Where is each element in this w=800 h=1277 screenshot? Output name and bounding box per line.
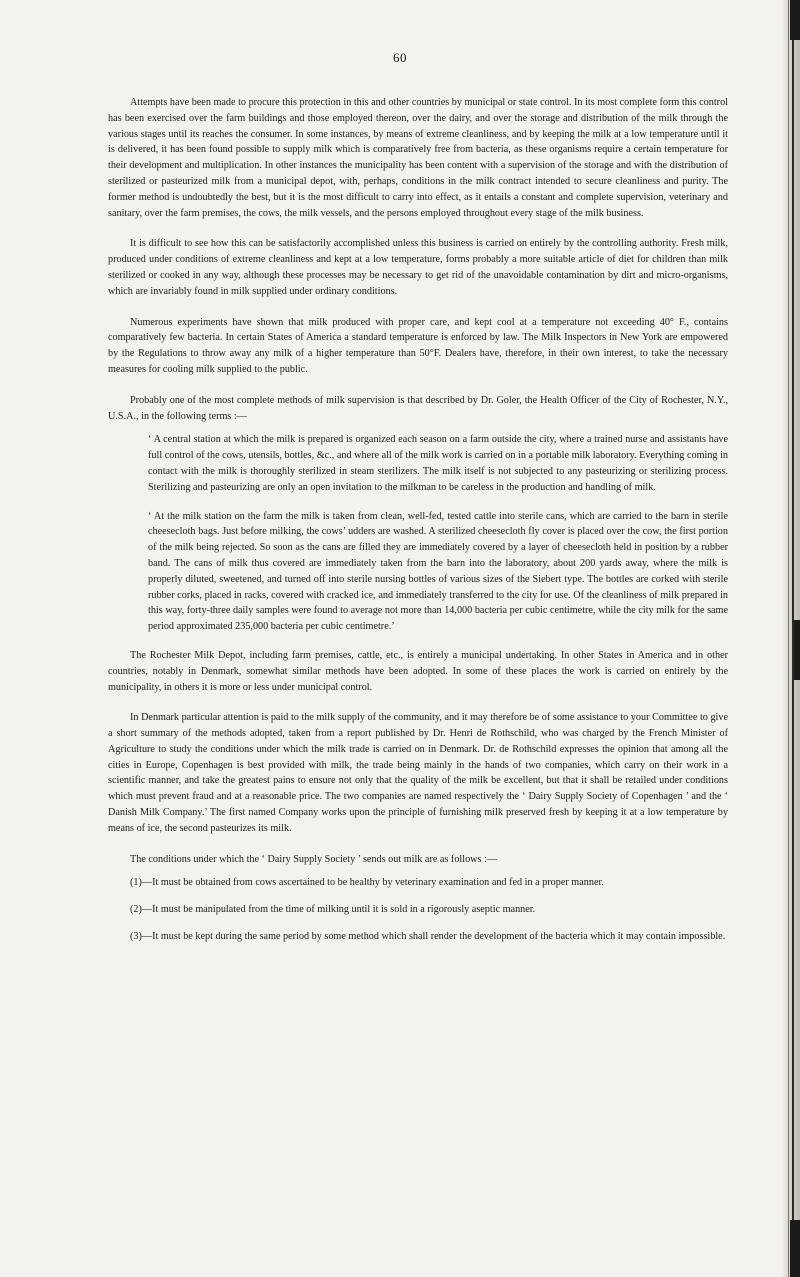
paragraph-rochester-depot: The Rochester Milk Depot, including farm premises, cattle, etc., is entirely a municipal undertaking. In other States in America and in other countries, notably in Denmark, somewhat similar methods have been adopted. In some of these places the work is carried on entirely by the municipality, in others it is more or less under municipal control. [108,649,728,693]
quote-milk-station: ‘ At the milk station on the farm the milk is taken from clean, well-fed, tested cattle into sterile cans, which are carried to the barn in sterile cheesecloth bags. Just before milking, the cows’ udders are washed. A sterilized cheesecloth fly cover is placed over the cow, the first portion of the milk being rejected. So soon as the cans are filled they are immediately covered by a layer of cheesecloth held in position by a rubber band. The cans of milk thus covered are immediately taken from the barn into the laboratory, about 200 yards away, where the milk is properly diluted, sweetened, and turned off into sterile nursing bottles of various sizes of the Siebert type. The bottles are corked with sterile rubber corks, placed in racks, covered with cracked ice, and immediately transferred to the city for use. Of the cleanliness of milk prepared in this way, forty-three daily samples were found to average not more than 14,000 bacteria per cubic centimetre, while the city milk for the same period approximated 235,000 bacteria per cubic centimetre.’ [148,510,728,633]
page-edge-line-inner [788,0,789,1277]
paragraph-denmark: In Denmark particular attention is paid to the milk supply of the community, and it may therefore be of some assistance to your Committee to give a short summary of the methods adopted, taken from a report published by Dr. Henri de Rothschild, who was charged by the French Minister of Agriculture to study the conditions under which the milk trade is carried on in Denmark. Dr. de Rothschild expresses the opinion that among all the cities in Europe, Copenhagen is best provided with milk, the trade being mainly in the hands of two companies, which carry on their work in a scientific manner, and take the greatest pains to ensure not only that the quality of the milk be excellent, but that it shall be retailed under conditions which must prevent fraud and at a reasonable price. The two companies are named respectively the ‘ Dairy Supply Society of Copenhagen ’ and the ‘ Danish Milk Company.’ The first named Company works upon the principle of furnishing milk preserved fresh by keeping it at a low temperature by means of ice, the second pasteurizes its milk. [108,712,728,834]
paragraph-protection: Attempts have been made to procure this protection in this and other countries by municipal or state control. In its most complete form this control has been exercised over the farm buildings and those employed thereon, over the dairy, and over the storage and distribution of the milk through the various stages until its reaches the consumer. In some instances, by means of extreme cleanliness, and by keeping the milk at a low temperature until it is delivered, it has been found possible to supply milk which is comparatively free from bacteria, as these organisms require a certain temperature for their development and multiplication. In other instances the municipality has been content with a supervision of the storage and with the distribution of sterilized or pasteurized milk from a municipal depot, with, perhaps, conditions in the milk contract intended to secure cleanliness and purity. The former method is undoubtedly the best, but it is the most difficult to carry into effect, as it entails a constant and complete supervision, veterinary and sanitary, over the farm premises, the cows, the milk vessels, and the persons employed throughout every stage of the milk business. [108,97,728,219]
page-edge-mark-bottom [790,1220,800,1277]
quote-central-station: ‘ A central station at which the milk is prepared is organized each season on a farm outside the city, where a trained nurse and assistants have full control of the cows, utensils, bottles, &c., and where all of the milk work is carried on in a portable milk laboratory. Everything coming in contact with the milk is thoroughly sterilized in steam sterilizers. The milk itself is not subjected to any pasteurizing or sterilizing process. Sterilizing and pasteurizing are only an open invitation to the milkman to be careless in the production and handling of milk. [148,434,728,493]
paragraph-conditions-intro: The conditions under which the ‘ Dairy Supply Society ’ sends out milk are as follows :— [130,853,498,865]
condition-item-3: (3)—It must be kept during the same period by some method which shall render the development of the bacteria which it may contain impossible. [130,931,726,943]
paragraph-rochester-intro: Probably one of the most complete methods of milk supervision is that described by Dr. Goler, the Health Officer of the City of Rochester, N.Y., U.S.A., in the following terms :— [108,394,728,422]
condition-item-2: (2)—It must be manipulated from the time of milking until it is sold in a rigorously aseptic manner. [130,904,536,916]
page-edge-mark-middle [794,620,800,680]
condition-item-1: (1)—It must be obtained from cows ascertained to be healthy by veterinary examination and fed in a proper manner. [130,877,604,889]
page-edge-mark-top [790,0,800,40]
paragraph-temperature: Numerous experiments have shown that milk produced with proper care, and kept cool at a temperature not exceeding 40° F., contains comparatively few bacteria. In certain States of America a standard temperature is enforced by law. The Milk Inspectors in New York are empowered by the Regulations to throw away any milk of a higher temperature than 50°F. Dealers have, therefore, in their own interest, to take the necessary measures for cooling milk supplied to the public. [108,316,728,375]
page-number: 60 [393,50,407,65]
paragraph-controlling-authority: It is difficult to see how this can be satisfactorily accomplished unless this business is carried on entirely by the controlling authority. Fresh milk, produced under conditions of extreme cleanliness and kept at a low temperature, forms probably a more suitable article of diet for children than milk sterilized or cooked in any way, although these processes may be necessary to get rid of the unavoidable contamination by dirt and micro-organisms, which are invariably found in milk supplied under ordinary conditions. [108,238,728,297]
page-body [108,95,728,956]
